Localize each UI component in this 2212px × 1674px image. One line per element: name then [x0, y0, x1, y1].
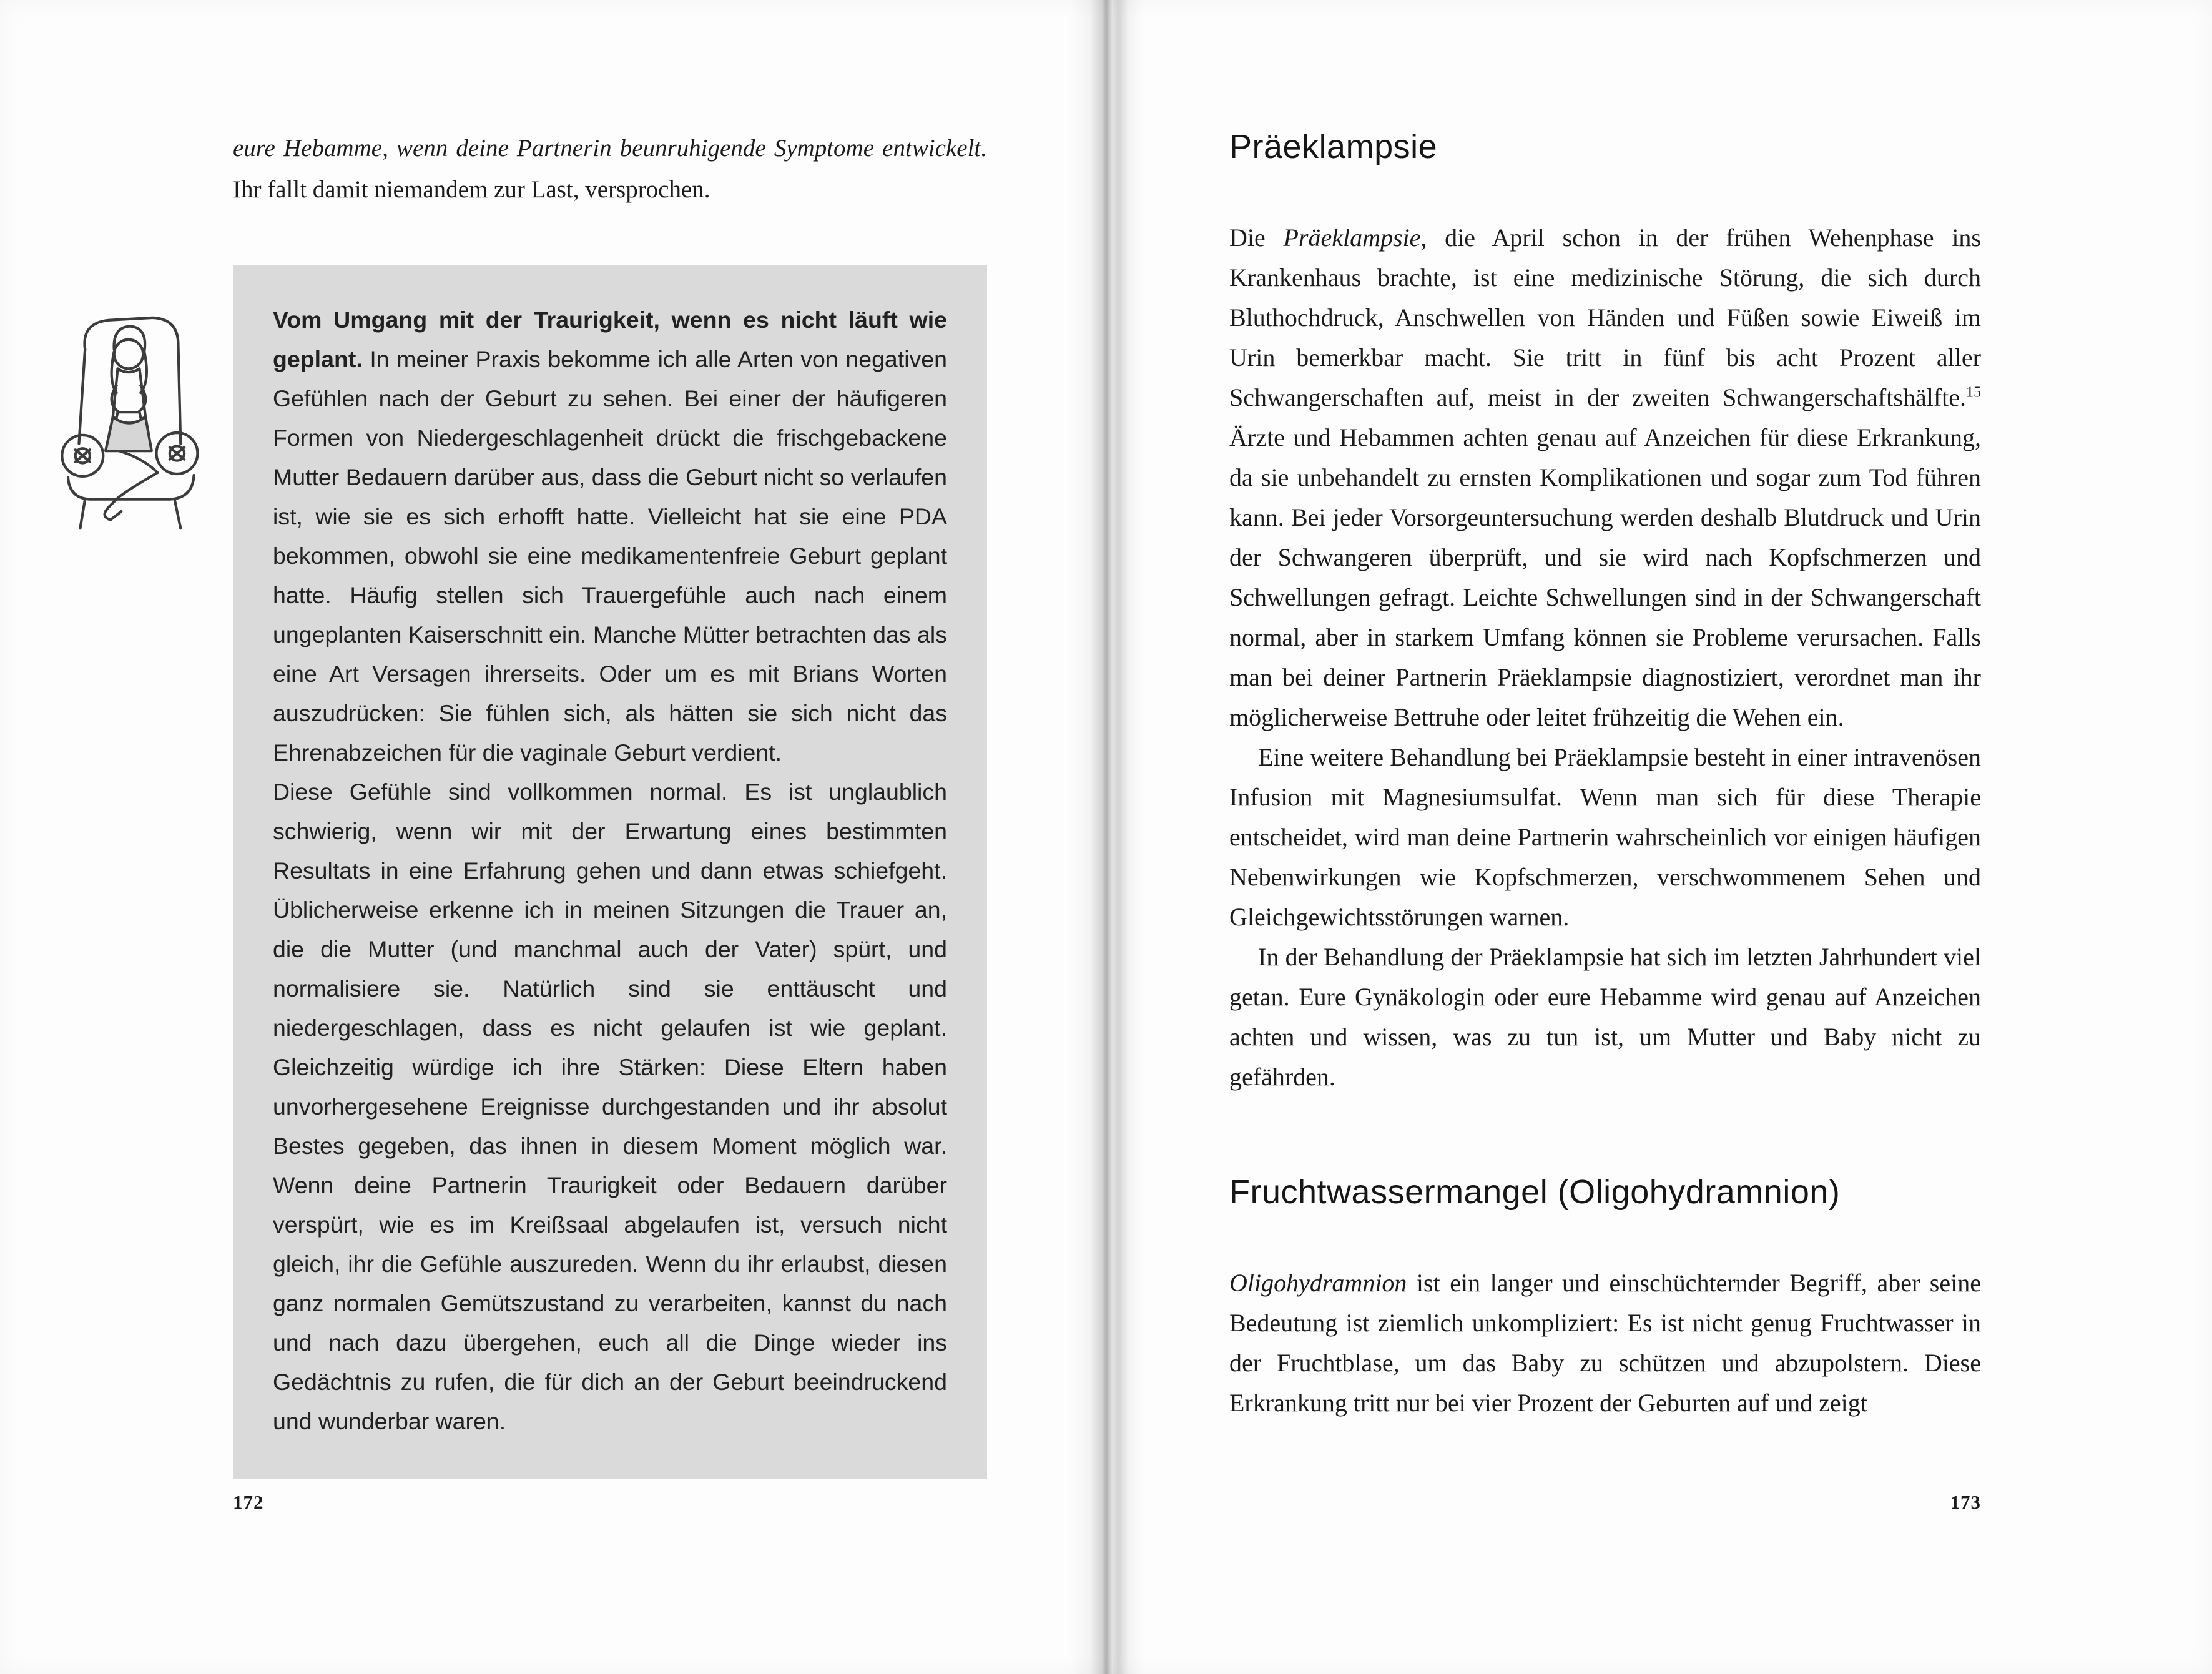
intro-italic-text: eure Hebamme, wenn deine Partnerin beunruhigende Symptome entwickelt.: [233, 135, 987, 162]
fruchtwassermangel-body-text: ist ein langer und einschüchternder Begriff, aber seine Bedeutung ist ziemlich unkompliziert: Es ist nicht genug Fruchtwasser in der Fruchtblase, um das Baby zu schützen und abzupolstern. Diese Erkrankung tritt nur bei vier Prozent der Geburten auf und zeigt: [1229, 1269, 1981, 1417]
p1-body-text-b: Ärzte und Hebammen achten genau auf Anzeichen für diese Erkrankung, da sie unbehandelt zu ernsten Komplikationen und sogar zum Tod führen kann. Bei jeder Vorsorgeuntersuchung werden deshalb Blutdruck und Urin der Schwangeren überprüft, und sie wird nach Kopfschmerzen und Schwellungen gefragt. Leichte Schwellungen sind in der Schwangerschaft normal, aber in starkem Umfang können sie Probleme verursachen. Falls man bei deiner Partnerin Präeklampsie diagnostiziert, verordnet man ihr möglicherweise Bettruhe oder leitet frühzeitig die Wehen ein.: [1229, 423, 1981, 731]
fruchtwassermangel-paragraph-1: [1229, 1263, 1981, 1423]
p1-lead-text: Die: [1229, 224, 1266, 252]
left-intro-paragraph: [233, 128, 987, 210]
p1-italic-term: Präeklampsie: [1283, 224, 1421, 252]
box-paragraph-2: Diese Gefühle sind vollkommen normal. Es ist unglaublich schwierig, wenn wir mit der Erwartung eines bestimmten Resultats in eine Erfahrung gehen und dann etwas schiefgeht. Üblicherweise erkenne ich in meinen Sitzungen die Trauer an, die die Mutter (und manchmal auch der Vater) spürt, und normalisiere sie. Natürlich sind sie enttäuscht und niedergeschlagen, dass es nicht gelaufen ist wie geplant. Gleichzeitig würdige ich ihre Stärken: Diese Eltern haben unvorhergesehene Ereignisse durchgestanden und ihr absolut Bestes gegeben, das ihnen in diesem Moment möglich war. Wenn deine Partnerin Traurigkeit oder Bedauern darüber verspürt, wie es im Kreißsaal abgelaufen ist, versuch nicht gleich, ihr die Gefühle auszureden. Wenn du ihr erlaubst, diesen ganz normalen Gemütszustand zu verarbeiten, kannst du nach und nach dazu übergehen, euch all die Dinge wieder ins Gedächtnis zu rufen, die für dich an der Geburt beeindruckend und wunderbar waren.: [273, 779, 947, 1434]
praeeklampsie-paragraph-1: [1229, 218, 1981, 737]
oligohydramnion-italic-term: Oligohydramnion: [1229, 1269, 1407, 1297]
grief-sidebar-box: [233, 265, 987, 1479]
section-heading-praeeklampsie: Präeklampsie: [1229, 128, 1438, 165]
spine-gutter: [1069, 0, 1144, 1674]
box-paragraph-1: [273, 300, 947, 772]
intro-regular-text: Ihr fallt damit niemandem zur Last, versprochen.: [233, 176, 710, 203]
footnote-marker-15: 15: [1966, 384, 1981, 401]
page-number-right: 173: [1950, 1491, 1981, 1513]
box-run-in-heading: Vom Umgang mit der Traurigkeit, wenn es nicht läuft wie geplant.: [273, 307, 947, 372]
box-paragraph-1-text: In meiner Praxis bekomme ich alle Arten von negativen Gefühlen nach der Geburt zu sehen. Bei einer der häufigeren Formen von Niedergeschlagenheit drückt die frischgebackene Mutter Bedauern darüber aus, dass die Geburt nicht so verlaufen ist, wie sie es sich erhofft hatte. Vielleicht hat sie eine PDA bekommen, obwohl sie eine medikamentenfreie Geburt geplant hatte. Häufig stellen sich Trauergefühle auch nach einem ungeplanten Kaiserschnitt ein. Manche Mütter betrachten das als eine Art Versagen ihrerseits. Oder um es mit Brians Worten auszudrücken: Sie fühlen sich, als hätten sie sich nicht das Ehrenabzeichen für die vaginale Geburt verdient.: [273, 346, 947, 766]
seated-woman-illustration: [49, 297, 206, 571]
p1-body-text-a: , die April schon in der frühen Wehenphase ins Krankenhaus brachte, ist eine medizinische Störung, die sich durch Bluthochdruck, Anschwellen von Händen und Füßen sowie Eiweiß im Urin bemerkbar macht. Sie tritt in fünf bis acht Prozent aller Schwangerschaften auf, meist in der zweiten Schwangerschaftshälfte.: [1229, 224, 1981, 411]
section-heading-fruchtwassermangel: Fruchtwassermangel (Oligohydramnion): [1229, 1173, 1841, 1211]
right-page-content: [1229, 128, 1981, 1423]
page-number-left: 172: [233, 1491, 264, 1513]
praeeklampsie-paragraph-3: In der Behandlung der Präeklampsie hat sich im letzten Jahrhundert viel getan. Eure Gynäkologin oder eure Hebamme wird genau auf Anzeichen achten und wissen, was zu tun ist, um Mutter und Baby nicht zu gefährden.: [1229, 943, 1981, 1091]
praeeklampsie-paragraph-2: Eine weitere Behandlung bei Präeklampsie besteht in einer intravenösen Infusion mit Magnesiumsulfat. Wenn man sich für diese Therapie entscheidet, wird man deine Partnerin wahrscheinlich vor einigen häufigen Nebenwirkungen wie Kopfschmerzen, verschwommenem Sehen und Gleichgewichtsstörungen warnen.: [1229, 743, 1981, 931]
